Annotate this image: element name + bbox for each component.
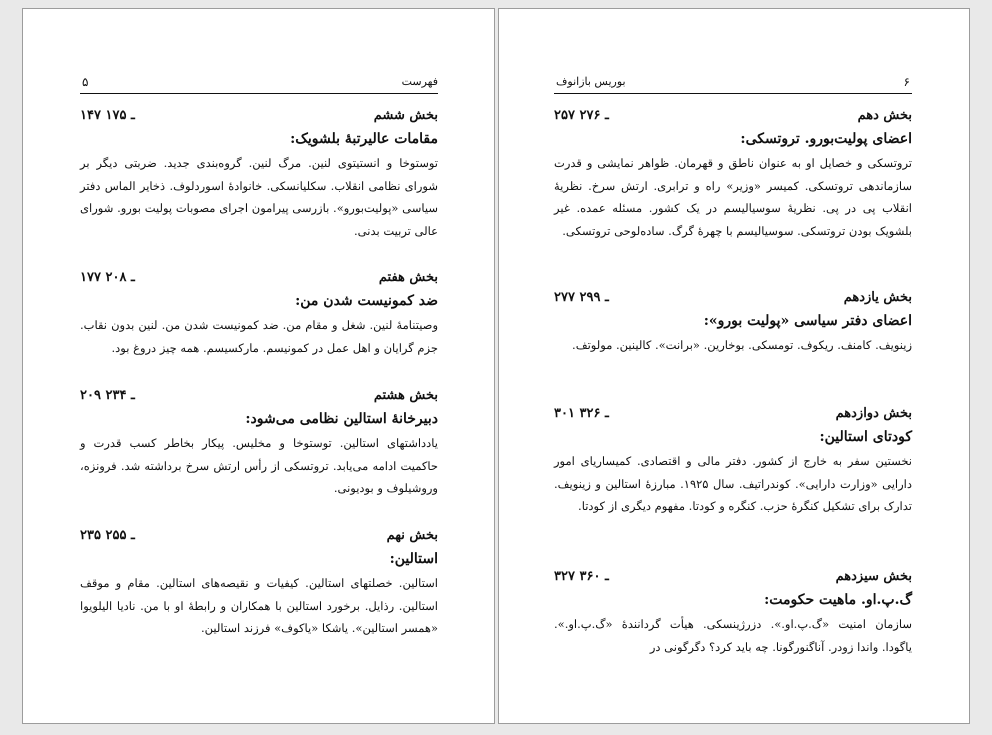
section-summary: سازمان امنیت «گ.پ.او.». دزرژینسکی. هیأت گردانندهٔ «گ.پ.او.». یاگودا. واندا زودر. آناگنورگونا. چه باید کرد؟ دگرگونی در [554,617,912,654]
section-page-range: ۳۰۱ ـ ۳۲۶ [554,406,609,421]
section-page-range: ۱۷۷ ـ ۲۰۸ [80,270,135,285]
section-title: استالین: [389,551,438,567]
toc-section [554,290,912,357]
page-number: ۵ [82,75,89,89]
section-label: بخش ششم [373,108,438,123]
section-label: بخش دهم [857,108,912,123]
toc-section [80,528,438,640]
section-title: دبیرخانهٔ استالین نظامی می‌شود: [245,411,438,427]
section-label: بخش دوازدهم [835,406,912,421]
section-label: بخش هشتم [373,388,438,403]
section-title: کودتای استالین: [819,429,912,445]
toc-section [80,270,438,359]
page-number: ۶ [903,75,910,89]
section-summary: استالین. خصلتهای استالین. کیفیات و نقیصه‌های استالین. مقام و موقف استالین. رذایل. برخورد استالین با همکاران و رابطهٔ او با من. نادیا الیلویوا «همسر استالین». یاشکا «یاکوف» فرزند استالین. [80,576,438,635]
right-page [498,8,970,724]
left-page [22,8,495,724]
running-head-title: بوریس بازانوف [556,75,626,88]
page-header [80,75,438,94]
section-label: بخش سیزدهم [835,569,912,584]
section-page-range: ۲۰۹ ـ ۲۳۴ [80,388,135,403]
section-summary: یادداشتهای استالین. توستوخا و مخلیس. پیکار بخاطر کسب قدرت و حاکمیت ادامه می‌یابد. تروتسکی از رأس ارتش سرخ برداشته شد. فرونزه، وروشیلوف و بودیونی. [80,436,438,495]
section-summary: نخستین سفر به خارج از کشور. دفتر مالی و اقتصادی. کمیساریای امور دارایی «وزارت دارایی». کوندراتیف. سال ۱۹۲۵. مبارزهٔ استالین و زینویف. تدارک برای تشکیل کنگرهٔ حزب. کنگره و کودتا. مفهوم دیگری از کودتا. [554,454,913,513]
section-page-range: ۳۲۷ ـ ۳۶۰ [554,569,609,584]
section-label: بخش هفتم [378,270,438,285]
toc-section [554,108,912,242]
section-page-range: ۱۴۷ ـ ۱۷۵ [80,108,135,123]
section-title: ضد کمونیست شدن من: [295,293,438,309]
section-page-range: ۲۳۵ ـ ۲۵۵ [80,528,135,543]
section-title: مقامات عالیرتبهٔ بلشویک: [290,131,438,147]
section-page-range: ۲۷۷ ـ ۲۹۹ [554,290,609,305]
section-summary: توستوخا و انستیتوی لنین. مرگ لنین. گروه‌بندی جدید. ضربتی دیگر بر شورای نظامی انقلاب. سکلیانسکی. خانوادهٔ اسوردلوف. ذخایر الماس دفتر سیاسی «پولیت‌بورو». بازرسی پیرامون اجرای مصوبات پولیت بورو. شورای عالی تربیت بدنی. [80,156,438,238]
page-header [554,75,912,94]
section-label: بخش نهم [386,528,438,543]
section-title: اعضای پولیت‌بورو. تروتسکی: [740,131,912,147]
toc-section [554,406,912,518]
section-summary: زینویف. کامنف. ریکوف. تومسکی. بوخارین. «برانت». کالینین. مولوتف. [572,338,912,352]
toc-section [80,388,438,500]
running-head-title: فهرست [401,75,438,88]
section-title: اعضای دفتر سیاسی «پولیت بورو»: [703,313,912,329]
section-label: بخش یازدهم [843,290,912,305]
section-summary: تروتسکی و خصایل او به عنوان ناطق و قهرمان. ظواهر نمایشی و قدرت سازماندهی تروتسکی. کمیسر «وزیر» راه و ترابری. ارتش سرخ. نظریهٔ انقلاب پی در پی. نظریهٔ سوسیالیسم در یک کشور. مسئله عمده. غیر بلشویک بودن تروتسکی. سوسیالیسم با چهرهٔ گرگ. ساده‌لوحی تروتسکی. [554,156,912,238]
section-page-range: ۲۵۷ ـ ۲۷۶ [554,108,609,123]
toc-section [554,569,912,658]
section-summary: وصیتنامهٔ لنین. شغل و مقام من. ضد کمونیست شدن من. لنین بدون نقاب. جزم گرایان و اهل عمل در کمونیسم. مارکسیسم. همه چیز دروغ بود. [80,318,438,355]
section-title: گ.پ.او. ماهیت حکومت: [764,592,912,608]
toc-section [80,108,438,242]
